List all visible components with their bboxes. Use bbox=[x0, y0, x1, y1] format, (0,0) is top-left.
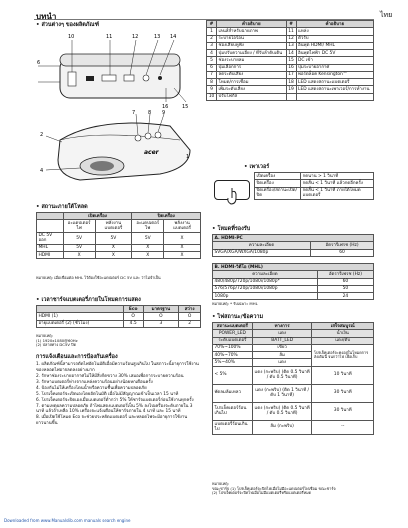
led-cell: แดง bbox=[252, 359, 312, 366]
battery-cell: O bbox=[179, 313, 201, 320]
power-cell: ปิดเครื่อง bbox=[255, 180, 301, 187]
callout-14: 14 bbox=[170, 34, 177, 40]
parts-cell: 4 bbox=[207, 50, 217, 57]
charge-cell: X bbox=[63, 252, 95, 259]
charge-group-on: เปิดเครื่อง bbox=[63, 213, 132, 220]
parts-header: # bbox=[207, 21, 217, 28]
parts-cell: 5 bbox=[207, 57, 217, 64]
parts-cell: ลดระดับเสียง bbox=[217, 71, 287, 78]
table-row bbox=[207, 93, 374, 100]
parts-cell: DC เข้า bbox=[296, 57, 373, 64]
led-sub-cell: ระดับแบตเตอรี่ bbox=[213, 337, 253, 344]
hdmi-pc-table bbox=[212, 234, 374, 257]
parts-cell: เพิ่มระดับเสียง bbox=[217, 86, 287, 93]
charge-cell: X bbox=[164, 252, 201, 259]
charge-sub-header: พลังงานแบตเตอรี่ bbox=[164, 220, 201, 232]
led-cell: < 5% bbox=[213, 366, 253, 384]
charge-cell: 5V bbox=[63, 232, 95, 244]
battery-cell: 4.5 bbox=[123, 320, 143, 327]
table-row bbox=[207, 86, 374, 93]
parts-cell: เลนส์สำหรับฉายภาพ bbox=[217, 28, 287, 35]
charge-cell: 5V bbox=[63, 244, 95, 251]
callout-16: 16 bbox=[162, 104, 169, 110]
table-row bbox=[213, 384, 374, 402]
charge-cell: DC 5V ออก bbox=[37, 232, 64, 244]
parts-cell: 8 bbox=[207, 79, 217, 86]
parts-cell: อินพุตไฟฟ้า DC 5V bbox=[296, 50, 373, 57]
battery-notes bbox=[36, 334, 78, 348]
battery-cell: 3 bbox=[143, 320, 179, 327]
charge-blank bbox=[37, 213, 64, 220]
led-cell: 70%~100% bbox=[213, 344, 253, 351]
charge-sub-blank bbox=[37, 220, 64, 232]
led-cell: 5%~40% bbox=[213, 359, 253, 366]
parts-cell: 11 bbox=[286, 28, 296, 35]
callout-11: 11 bbox=[106, 34, 113, 40]
list-item: 6. โปรเจ็คเตอร์จะปิดเองเมื่อแบตเตอรี่ต่ำกว่า 5% ให้ชาร์จแบตเตอรี่ก่อนใช้งานทุกครั้ง bbox=[36, 397, 194, 403]
parts-cell: 3 bbox=[207, 42, 217, 49]
power-cell: ปิดเครื่อง/สถานะเปิด/ปิด bbox=[255, 187, 301, 199]
parts-cell: 16 bbox=[286, 64, 296, 71]
language-label: ไทย bbox=[380, 11, 393, 19]
parts-cell: ช่องระบายลม bbox=[217, 57, 287, 64]
led-note: หมายเหตุ: bbox=[212, 481, 229, 486]
table-row bbox=[207, 71, 374, 78]
charge-cell: X bbox=[95, 252, 132, 259]
mode-cell: 480/480p/720p/1080i/1080p* bbox=[213, 278, 318, 285]
parts-cell: อินพุต HDMI/ MHL bbox=[296, 42, 373, 49]
led-cell: 40%~70% bbox=[213, 352, 253, 359]
power-table bbox=[254, 172, 374, 200]
callout-10: 10 bbox=[68, 34, 75, 40]
mode-cell: 50 bbox=[317, 285, 373, 292]
table-row bbox=[207, 35, 374, 42]
led-cell: แดง (กะพริบ) (ติด 1 วินาที / ดับ 1 วินาที) bbox=[252, 384, 312, 402]
table-row bbox=[37, 313, 201, 320]
charge-status-heading: • สถานะภายใต้โหลด bbox=[36, 204, 88, 210]
led-notes bbox=[212, 482, 374, 496]
list-item: 4. ป้องกันไม่ให้เครื่องโดนน้ำหรือความชื้นเพื่อความปลอดภัย bbox=[36, 385, 147, 391]
parts-cell: ระบายไอร้อน bbox=[217, 35, 287, 42]
parts-cell: 14 bbox=[286, 50, 296, 57]
led-header: เสร็จสมบูรณ์ bbox=[312, 323, 374, 330]
led-cell: เขียว bbox=[252, 344, 312, 351]
parts-cell: 15 bbox=[286, 57, 296, 64]
table-row bbox=[213, 293, 374, 300]
parts-cell: LED แสดงสถานะแบตเตอรี่ bbox=[296, 79, 373, 86]
mode-cell: 60 bbox=[311, 249, 374, 256]
battery-note: หมายเหตุ: bbox=[36, 333, 53, 338]
battery-time-heading: • เวลาชาร์จแบตเตอรี่ภายในโหมดการแสดง bbox=[36, 297, 141, 303]
charge-cell: MHL bbox=[37, 244, 64, 251]
charge-cell: X bbox=[164, 232, 201, 244]
led-cell: 10 วินาที bbox=[312, 366, 374, 384]
led-cell: 30 วินาที bbox=[312, 384, 374, 402]
charge-sub-header: อะแดปเตอร์ไฟ bbox=[132, 220, 164, 232]
svg-text:acer: acer bbox=[144, 149, 159, 156]
table-row bbox=[255, 173, 374, 180]
mhl-table bbox=[212, 263, 374, 300]
table-row bbox=[207, 50, 374, 57]
table-row bbox=[255, 180, 374, 187]
list-item: 3. รักษาแบตเตอรี่ห่างจากแหล่งความร้อนอย่างน้อยหกเดือนครั้ง bbox=[36, 379, 153, 385]
charge-status-table bbox=[36, 212, 201, 259]
table-row bbox=[207, 64, 374, 71]
table-row bbox=[213, 249, 374, 256]
parts-cell: ปรับโฟกัส bbox=[217, 93, 287, 100]
battery-header bbox=[37, 306, 124, 313]
led-sub-cell: แดง/ดับ bbox=[312, 337, 374, 344]
col-refresh: อัตรารีเฟรช (Hz) bbox=[311, 242, 374, 249]
led-cell: 30 วินาที bbox=[312, 402, 374, 420]
col-refresh: อัตรารีเฟรช (Hz) bbox=[317, 271, 373, 278]
list-item: 1. ผลิตภัณฑ์นี้สามารถตัดไฟอัตโนมัติเมื่อมีความร้อนสูงเกินไป ในสภาวะนี้อายุการใช้งานของหลอดไฟอาจลดลงอย่างมาก bbox=[36, 362, 199, 373]
projector-front-illustration bbox=[40, 110, 200, 200]
led-cell: แดง (กะพริบ) (ติด 0.5 วินาที / ดับ 0.5 วินาที) bbox=[252, 402, 312, 420]
charge-cell: X bbox=[132, 252, 164, 259]
callout-1: 1 bbox=[186, 154, 190, 160]
modes-heading: • โหมดที่รองรับ bbox=[212, 226, 251, 232]
list-item: 7. ตามเหตุผลความปลอดภัย ถ้าไฟแสดงแบตเตอรี่เป็น 5% ลงไปเครื่องจะดับภายใน 3 นาที แล้วถ้าเหลือ 10% เครื่องจะแจ้งเตือนให้ชาร์จภายใน 4 นาที และ 15 นาที bbox=[36, 403, 193, 414]
callout-12: 12 bbox=[132, 34, 139, 40]
overview-heading: • ส่วนต่างๆ ของผลิตภัณฑ์ bbox=[36, 22, 100, 28]
battery-note: (1) 1920x1080@60Hz bbox=[36, 337, 78, 343]
led-table bbox=[212, 322, 374, 435]
parts-cell: ตัวรับ bbox=[296, 35, 373, 42]
led-cell: ส้ม (กะพริบ) bbox=[252, 420, 312, 434]
table-row bbox=[213, 402, 374, 420]
battery-cell: HDMI (1) bbox=[37, 313, 124, 320]
projector-rear-illustration bbox=[38, 30, 198, 110]
parts-cell: 6 bbox=[207, 64, 217, 71]
battery-note: (2) ปลายทาง DC5V ปิด bbox=[36, 342, 77, 348]
led-header: ทางการ bbox=[252, 323, 312, 330]
led-cell: -- bbox=[312, 420, 374, 434]
led-cell: โปรเจ็คเตอร์จะคงอยู่ในโหมดการส่งเดิมนี้ จนกว่าไฟ เพื่อเก็บ bbox=[312, 344, 374, 366]
parts-cell: 9 bbox=[207, 86, 217, 93]
warnings-heading: การแจ้งเตือนและการป้องกันเครื่อง bbox=[36, 354, 118, 360]
power-cell: เปิดเครื่อง bbox=[255, 173, 301, 180]
table-row bbox=[37, 244, 201, 251]
led-sub-cell: แดง bbox=[252, 330, 312, 337]
parts-header: คำอธิบาย bbox=[217, 21, 287, 28]
led-cell: โปรเจ็คเตอร์ร้อนเกินไป bbox=[213, 402, 253, 420]
parts-cell: 7 bbox=[207, 71, 217, 78]
parts-cell: 13 bbox=[286, 42, 296, 49]
led-sub-cell: BATT_LED bbox=[252, 337, 312, 344]
parts-cell bbox=[296, 93, 373, 100]
led-cell: ส้ม bbox=[252, 352, 312, 359]
parts-cell: ช่องเสียบหูฟัง bbox=[217, 42, 287, 49]
led-note: ขณะชาร์จ (1) โปรเจ็คเตอร์จะปิดไฟเมื่อไม่มีอะแดปเตอร์ไฟเชื่อม ขณะชาร์จ bbox=[212, 485, 336, 491]
mode-cell: 1080p bbox=[213, 293, 318, 300]
power-heading: • เพาเวอร์ bbox=[244, 164, 270, 170]
callout-8: 8 bbox=[148, 110, 152, 116]
table-row bbox=[207, 79, 374, 86]
parts-cell: LED แสดงสถานะเพาเวอร์/การทำงาน bbox=[296, 86, 373, 93]
charge-group-off: ปิดเครื่อง bbox=[132, 213, 201, 220]
led-cell: พัดลมล้มเหลว bbox=[213, 384, 253, 402]
battery-cell: O bbox=[143, 313, 179, 320]
parts-cell: พอร์ตล็อค Kensington™ bbox=[296, 71, 373, 78]
parts-cell: ปุ่มเลือกการ bbox=[217, 64, 287, 71]
parts-cell: ปุ่มปรับความเอียง / ที่รับลำดับเดิน bbox=[217, 50, 287, 57]
charge-note: หมายเหตุ: เมื่อเชื่อมต่อ MHL ไว้ต้องใช้อะแดปเตอร์ DC 5V และ ว่าไม่จำเป็น bbox=[36, 275, 161, 280]
table-row bbox=[213, 420, 374, 434]
col-resolution: ความละเอียด bbox=[213, 271, 318, 278]
power-cell: กดสั้น < 1 วินาที แล้วกดอีกครั้ง bbox=[301, 180, 374, 187]
finger-press-icon bbox=[226, 186, 242, 206]
callout-6: 6 bbox=[37, 60, 41, 66]
parts-cell: 17 bbox=[286, 71, 296, 78]
table-row bbox=[37, 232, 201, 244]
led-heading: • ไฟสถานะ/ข้อความ bbox=[212, 314, 264, 320]
charge-cell: X bbox=[95, 244, 132, 251]
parts-cell bbox=[286, 93, 296, 100]
led-cell: แดง (กะพริบ) (ติด 0.5 วินาที / ดับ 0.5 วินาที) bbox=[252, 366, 312, 384]
parts-cell: แหล่ง bbox=[296, 28, 373, 35]
charge-cell: X bbox=[132, 244, 164, 251]
table-row bbox=[207, 28, 374, 35]
list-item: 2. รักษาช่องระบายอากาศไม่ให้มีสิ่งกีดขวาง 30% เสมอเพื่อการระบายความร้อน bbox=[36, 373, 184, 379]
callout-9: 9 bbox=[162, 110, 166, 116]
battery-header: Eco bbox=[123, 306, 143, 313]
mhl-heading: B. HDMI-วิดีโอ (MHL) bbox=[213, 264, 374, 271]
parts-cell: 1 bbox=[207, 28, 217, 35]
mode-cell: 60 bbox=[317, 278, 373, 285]
led-sub-cell: POWER_LED bbox=[213, 330, 253, 337]
charge-cell: HDMI bbox=[37, 252, 64, 259]
battery-time-table bbox=[36, 305, 201, 328]
warnings-list bbox=[36, 362, 202, 427]
led-sub-cell: น้ำเงิน bbox=[312, 330, 374, 337]
section-title: บทนำ bbox=[36, 12, 57, 21]
parts-table bbox=[206, 20, 374, 101]
led-cell: แบตเตอรี่ร้อนเกินไป bbox=[213, 420, 253, 434]
table-row bbox=[213, 344, 374, 351]
charge-sub-header: อะแดปเตอร์ไฟ bbox=[63, 220, 95, 232]
battery-header: มาตรฐาน bbox=[143, 306, 179, 313]
callout-2: 2 bbox=[40, 132, 44, 138]
table-row bbox=[207, 57, 374, 64]
callout-7: 7 bbox=[132, 110, 136, 116]
charge-sub-header: พลังงานแบตเตอรี่ bbox=[95, 220, 132, 232]
parts-cell: โหมด/การเชื่อม bbox=[217, 79, 287, 86]
parts-cell: 12 bbox=[286, 35, 296, 42]
table-row bbox=[213, 366, 374, 384]
power-cell: กดสั้น < 1 วินาที ภายใต้โหมดแบตเตอรี่ bbox=[301, 187, 374, 199]
hdmi-pc-heading: A. HDMI-PC bbox=[213, 235, 374, 242]
list-item: 8. เมื่อเปิดใช้โหมด Eco จะช่วยประหยัดแบตเตอรี่ และหลอดไฟจะมีอายุการใช้งานยาวนานขึ้น bbox=[36, 415, 188, 426]
table-row bbox=[207, 42, 374, 49]
parts-cell: 10 bbox=[207, 93, 217, 100]
table-row bbox=[213, 285, 374, 292]
mode-cell: 576/576p/720p/1080i/1080p bbox=[213, 285, 318, 292]
table-row bbox=[213, 278, 374, 285]
mode-cell: SVGA/XGA/WXGA/1080p bbox=[213, 249, 311, 256]
parts-cell: 2 bbox=[207, 35, 217, 42]
table-row bbox=[37, 252, 201, 259]
table-row bbox=[255, 187, 374, 199]
table-row bbox=[37, 320, 201, 327]
callout-4: 4 bbox=[40, 168, 44, 174]
charge-cell: 5V bbox=[95, 232, 132, 244]
charge-cell: 5V bbox=[132, 232, 164, 244]
mhl-note: หมายเหตุ: * รับเฉพาะ MHL bbox=[212, 301, 258, 306]
power-cell: กดนาน > 1 วินาที bbox=[301, 173, 374, 180]
led-header: สถานะแบตเตอรี่ bbox=[213, 323, 253, 330]
mode-cell: 24 bbox=[317, 293, 373, 300]
battery-cell: O bbox=[123, 313, 143, 320]
list-item: 5. โปรเจ็คเตอร์จะเปิดเองโดยอัตโนมัติ เมื่อไม่มีสัญญาณเข้าเป็นเวลา 15 นาที bbox=[36, 391, 179, 397]
parts-cell: 19 bbox=[286, 86, 296, 93]
parts-cell: ปุ่มระบายอากาศ bbox=[296, 64, 373, 71]
charge-cell: X bbox=[164, 244, 201, 251]
download-footer: Downloaded from www.Manualslib.com manuals search engine bbox=[4, 518, 131, 523]
col-resolution: ความละเอียด bbox=[213, 242, 311, 249]
parts-header: คำอธิบาย bbox=[296, 21, 373, 28]
battery-header: สว่าง bbox=[179, 306, 201, 313]
battery-cell: อายุแบตเตอรี่ (2) (ชั่วโมง) bbox=[37, 320, 124, 327]
parts-cell: 18 bbox=[286, 79, 296, 86]
parts-header: # bbox=[286, 21, 296, 28]
callout-15: 15 bbox=[182, 104, 189, 110]
battery-cell: 2 bbox=[179, 320, 201, 327]
callout-13: 13 bbox=[154, 34, 161, 40]
led-note: (2) โปรเจ็คเตอร์จะปิดไฟเมื่อไม่มีแบตเตอรี่หรือแบตเตอรี่หมด bbox=[212, 490, 312, 496]
